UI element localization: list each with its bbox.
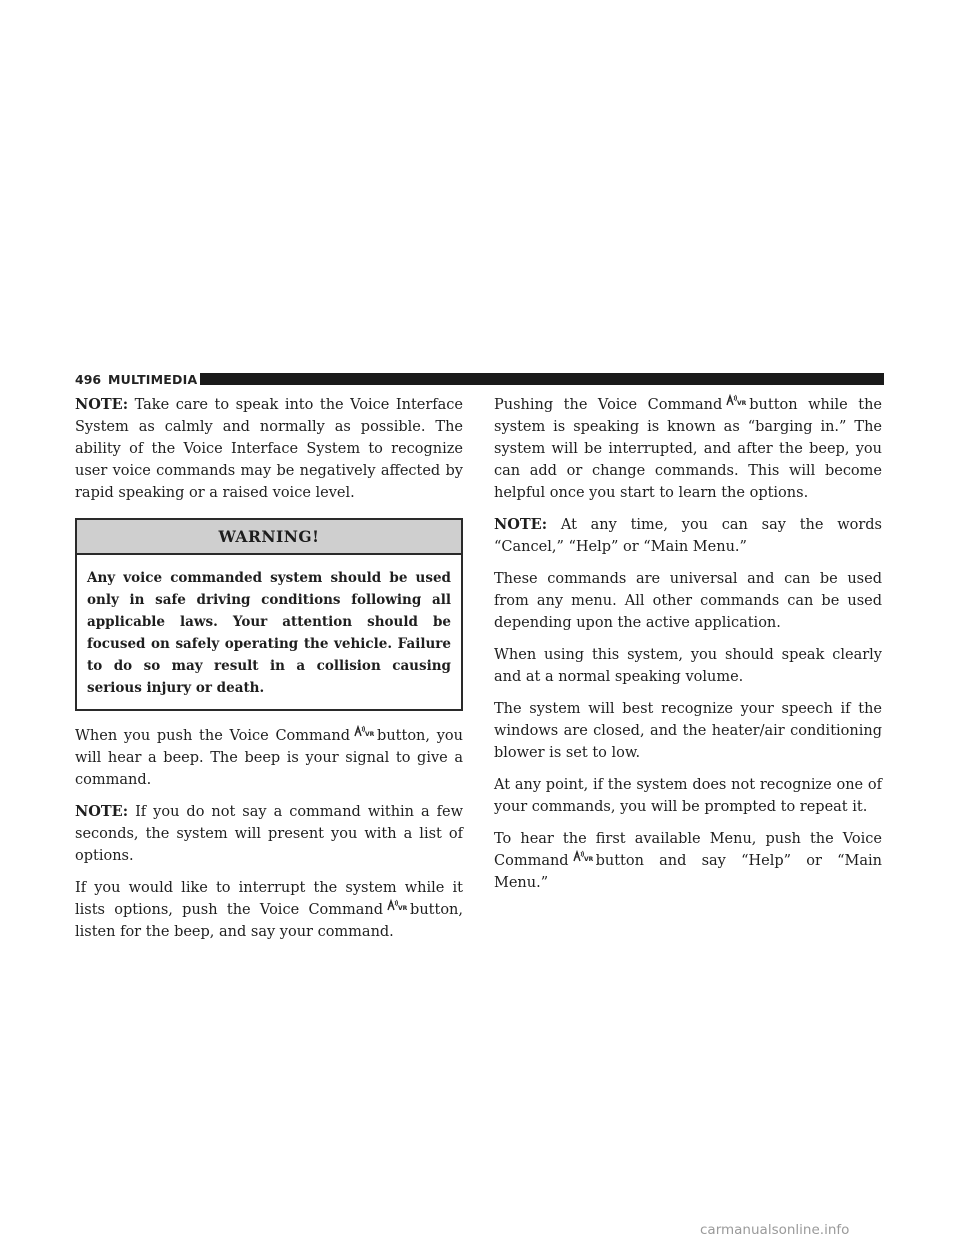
warning-box xyxy=(75,518,463,711)
paragraph xyxy=(75,725,463,791)
header-rule xyxy=(200,373,884,385)
section-title: MULTIMEDIA xyxy=(108,372,198,387)
svg-text:VR: VR xyxy=(737,400,747,406)
paragraph-text: When you push the Voice Command xyxy=(75,728,351,744)
note-paragraph xyxy=(494,514,882,558)
page-number: 496 xyxy=(75,372,102,387)
paragraph: At any point, if the system does not recognize one of your commands, you will be prompted to repeat it. xyxy=(494,777,882,815)
paragraph: These commands are universal and can be used from any menu. All other commands can be used depending upon the active application. xyxy=(494,571,882,631)
note-text: At any time, you can say the words “Cancel,” “Help” or “Main Menu.” xyxy=(494,517,882,555)
paragraph xyxy=(75,877,463,943)
note-paragraph xyxy=(75,394,463,504)
voice-command-icon xyxy=(353,725,375,737)
paragraph-text: To hear the first available Menu, push the Voice Command xyxy=(494,831,882,869)
warning-title: WARNING! xyxy=(77,520,461,555)
note-paragraph xyxy=(75,801,463,867)
note-text: Take care to speak into the Voice Interface System as calmly and normally as possible. The ability of the Voice Interface System to recognize user voice commands may be negatively affected by rapid speaking or a raised voice level. xyxy=(75,397,463,501)
paragraph-text: button while the system is speaking is known as “barging in.” The system will be interrupted, and after the beep, you can add or change commands. This will become helpful once you start to learn the options. xyxy=(494,397,882,501)
svg-text:VR: VR xyxy=(365,731,375,737)
paragraph xyxy=(494,828,882,894)
paragraph-text: If you would like to interrupt the system while it lists options, push the Voice Command xyxy=(75,880,463,918)
watermark: carmanualsonline.info xyxy=(700,1222,850,1238)
note-label: NOTE: xyxy=(494,516,548,533)
paragraph-text: Pushing the Voice Command xyxy=(494,397,723,413)
paragraph: When using this system, you should speak clearly and at a normal speaking volume. xyxy=(494,647,882,685)
left-column xyxy=(75,394,463,953)
paragraph-text: button, listen for the beep, and say your command. xyxy=(75,902,463,940)
warning-text: Any voice commanded system should be used only in safe driving conditions following all applicable laws. Your attention should be focused on safely operating the vehicle. Failure to do so may result in a collision causing serious injury or death. xyxy=(87,570,451,696)
voice-command-icon xyxy=(386,899,408,911)
paragraph: The system will best recognize your speech if the windows are closed, and the heater/air conditioning blower is set to low. xyxy=(494,701,882,761)
paragraph xyxy=(494,394,882,504)
note-label: NOTE: xyxy=(75,396,129,413)
svg-text:VR: VR xyxy=(583,856,593,862)
voice-command-icon xyxy=(572,850,594,862)
paragraph-text: button, you will hear a beep. The beep is your signal to give a command. xyxy=(75,728,463,788)
note-text: If you do not say a command within a few seconds, the system will present you with a list of options. xyxy=(75,804,463,864)
voice-command-icon xyxy=(725,394,747,406)
page-header xyxy=(75,372,884,388)
svg-text:VR: VR xyxy=(398,905,408,911)
right-column xyxy=(494,394,882,904)
paragraph-text: button and say “Help” or “Main Menu.” xyxy=(494,853,882,891)
note-label: NOTE: xyxy=(75,803,129,820)
